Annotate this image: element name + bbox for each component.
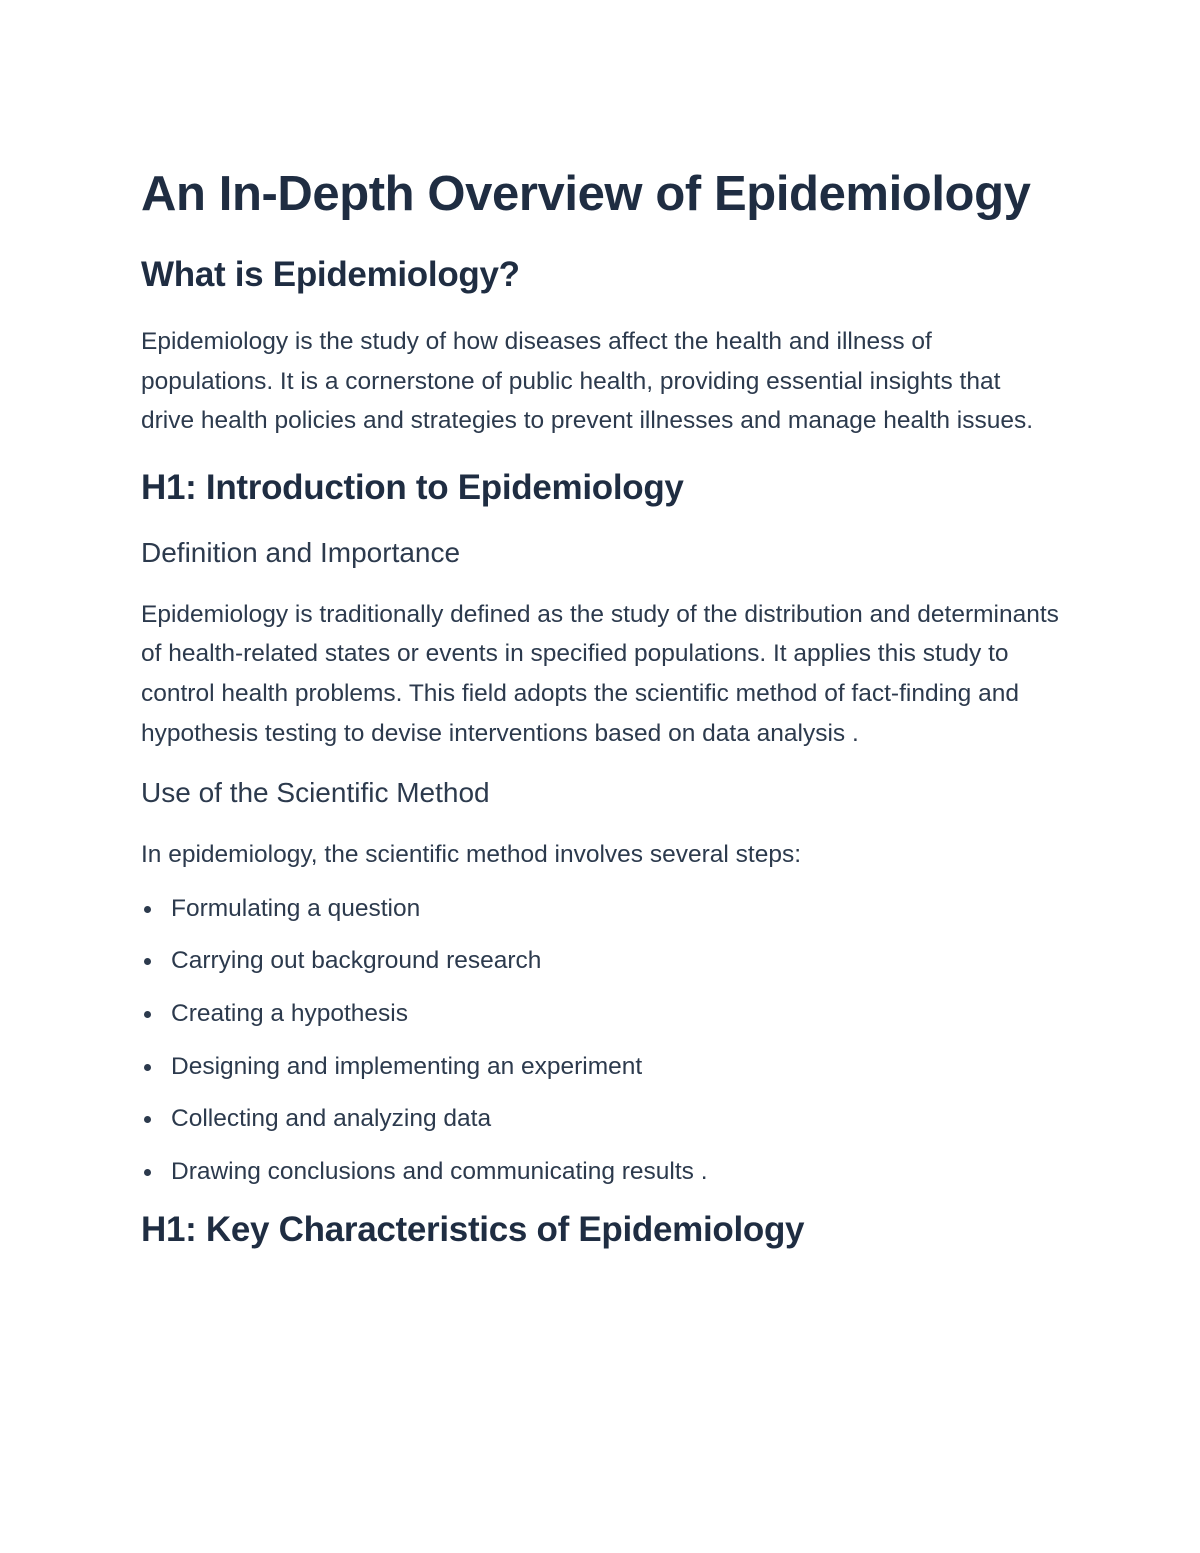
bullet-icon	[144, 1169, 151, 1176]
list-item-text: Designing and implementing an experiment	[171, 1052, 643, 1080]
document-title: An In-Depth Overview of Epidemiology	[141, 167, 1031, 221]
list-item-text: Formulating a question	[171, 894, 421, 922]
document-content	[141, 160, 1061, 1255]
what-is-paragraph: Epidemiology is the study of how diseases affect the health and illness of populations. It is a cornerstone of public health, providing essential insights that drive health policies and strategies to prevent illnesses and manage health issues.	[141, 328, 1034, 435]
scientific-method-intro: In epidemiology, the scientific method involves several steps:	[141, 841, 802, 869]
bullet-icon	[144, 958, 151, 965]
list-item-text: Collecting and analyzing data	[171, 1105, 492, 1133]
list-item	[141, 1047, 1061, 1086]
bullet-icon	[144, 1116, 151, 1123]
list-item-text: Carrying out background research	[171, 947, 542, 975]
list-item	[141, 1099, 1061, 1138]
scientific-method-steps-list	[141, 889, 1061, 1191]
list-item	[141, 889, 1061, 928]
list-item	[141, 1152, 1061, 1191]
list-item-text: Creating a hypothesis	[171, 999, 408, 1027]
section-heading-key-characteristics: H1: Key Characteristics of Epidemiology	[141, 1209, 805, 1249]
bullet-icon	[144, 1011, 151, 1018]
subheading-definition: Definition and Importance	[141, 536, 461, 568]
bullet-icon	[144, 906, 151, 913]
bullet-icon	[144, 1064, 151, 1071]
section-heading-introduction: H1: Introduction to Epidemiology	[141, 467, 684, 507]
list-item-text: Drawing conclusions and communicating results .	[171, 1157, 708, 1185]
subheading-scientific-method: Use of the Scientific Method	[141, 777, 490, 809]
list-item	[141, 994, 1061, 1033]
section-heading-what-is: What is Epidemiology?	[141, 255, 520, 294]
list-item	[141, 941, 1061, 980]
definition-paragraph: Epidemiology is traditionally defined as the study of the distribution and determinants of health-related states or events in specified populations. It applies this study to control health problems. This field adopts the scientific method of fact-finding and hypothesis testing to devise interventions based on data analysis .	[141, 600, 1059, 747]
